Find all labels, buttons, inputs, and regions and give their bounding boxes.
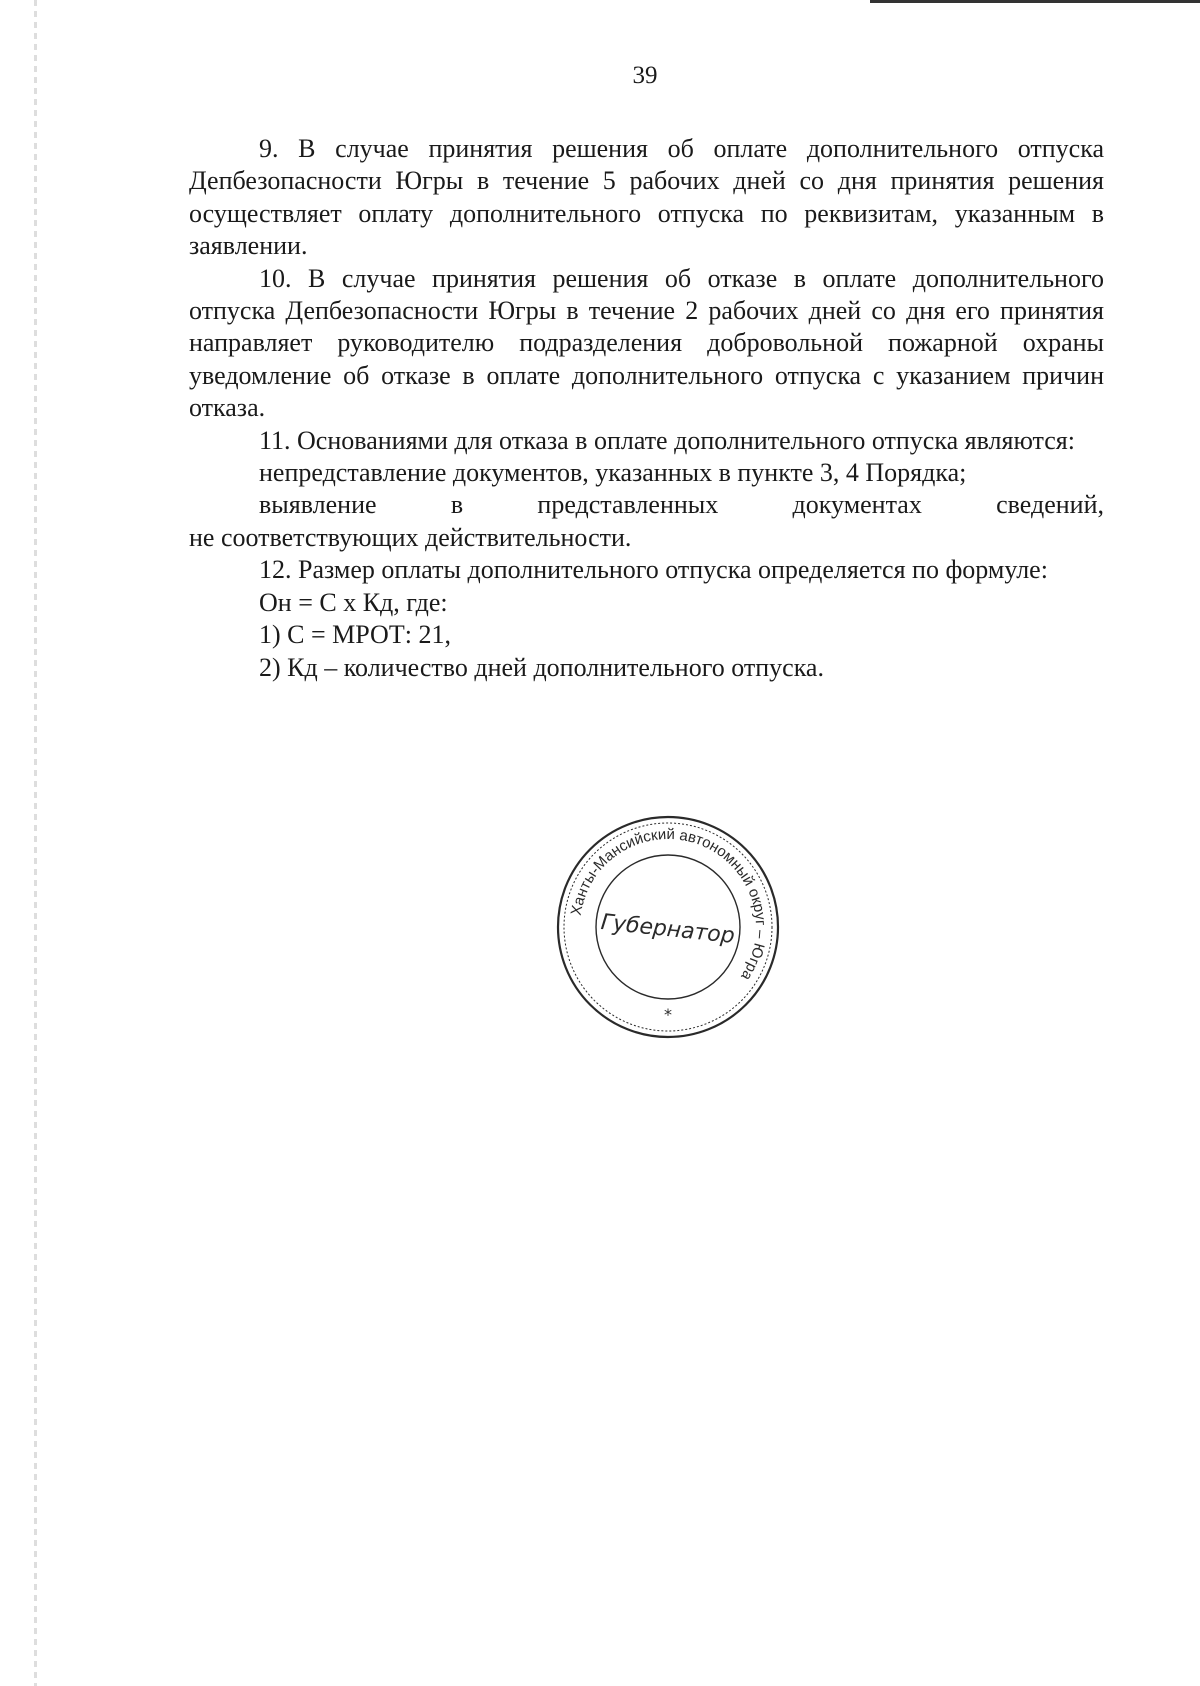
formula: Он = С х Кд, где:: [259, 587, 448, 617]
seal-star-icon: *: [664, 1005, 672, 1024]
paragraph-11: 11. Основаниями для отказа в оплате дополнительного отпуска являются:: [259, 425, 1075, 455]
document-body: [189, 133, 1104, 684]
formula-item-1: 1) С = МРОТ: 21,: [259, 620, 451, 650]
seal-graphic: [553, 812, 783, 1042]
paragraph-10: 10. В случае принятия решения об отказе в оплате дополнительного отпуска Депбезопасности Югры в течение 2 рабочих дней со дня его принятия направляет руководителю подразделения добровольной пожарной охраны уведомление об отказе в оплате дополнительного отпуска с указанием причин отказа.: [189, 263, 1104, 423]
seal-center-text: Губернатор: [599, 910, 736, 949]
seal-ring-text: Ханты-Мансийский автономный округ – Югра: [567, 825, 770, 984]
paragraph-11-item-2-line-2: не соответствующих действительности.: [189, 522, 632, 552]
paragraph-11-item-2-line-1: выявление в представленных документах сведений,: [259, 490, 1104, 520]
top-rule: [870, 0, 1200, 3]
formula-item-2: 2) Кд – количество дней дополнительного отпуска.: [259, 652, 824, 682]
governor-seal: [553, 812, 783, 1042]
paragraph-11-item-1: непредставление документов, указанных в пункте 3, 4 Порядка;: [259, 458, 967, 488]
paragraph-12: 12. Размер оплаты дополнительного отпуска определяется по формуле:: [259, 555, 1048, 585]
paragraph-9: 9. В случае принятия решения об оплате дополнительного отпуска Депбезопасности Югры в течение 5 рабочих дней со дня принятия решения осуществляет оплату дополнительного отпуска по реквизитам, указанным в заявлении.: [189, 134, 1104, 261]
scan-edge-artifact: [34, 0, 37, 1686]
page-number: 39: [632, 62, 658, 89]
